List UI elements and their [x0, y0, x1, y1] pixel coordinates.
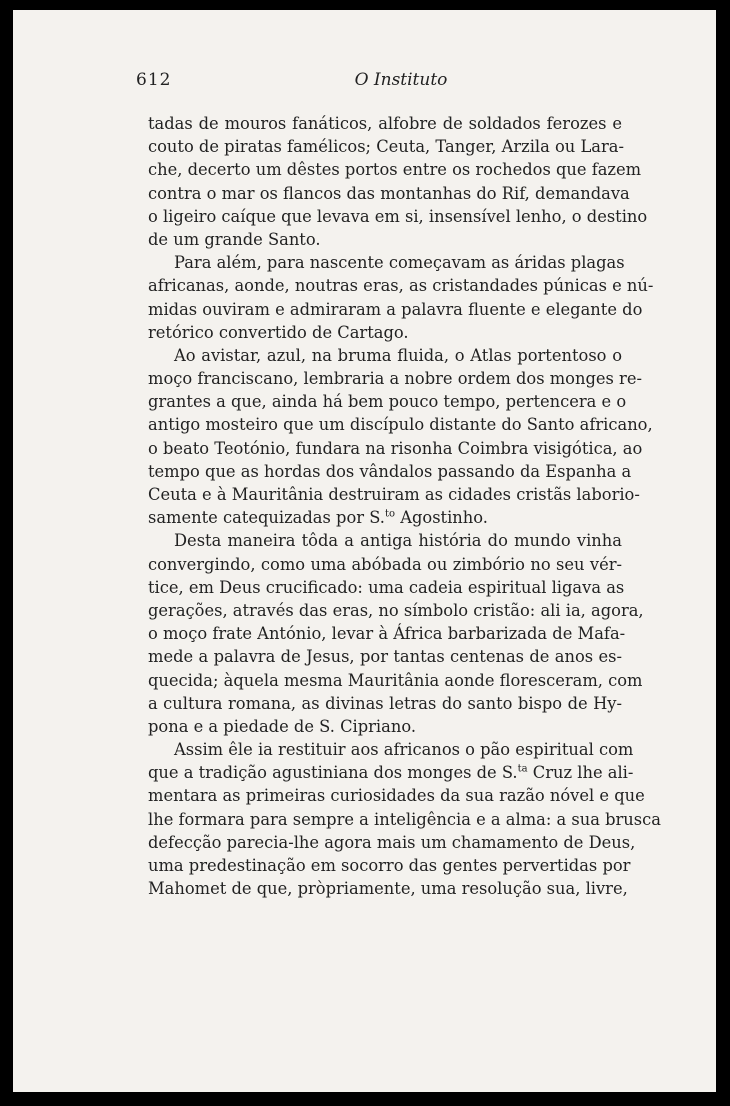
text-line: moço franciscano, lembraria a nobre ordem dos monges re- [148, 369, 642, 389]
text-line: che, decerto um dêstes portos entre os rochedos que fazem [148, 160, 642, 180]
text-line: couto de piratas famélicos; Ceuta, Tanger, Arzila ou Lara- [148, 137, 624, 157]
text-line: de um grande Santo. [148, 229, 321, 249]
text-line: retórico convertido de Cartago. [148, 322, 409, 342]
text-line: africanas, aonde, noutras eras, as cristandades púnicas e nú- [148, 276, 654, 296]
text-line: uma predestinação em socorro das gentes pervertidas por [148, 856, 631, 875]
text-line: contra o mar os flancos das montanhas do Rif, demandava [148, 183, 630, 203]
text-line: quecida; àquela mesma Mauritânia aonde floresceram, com [148, 670, 643, 690]
paragraph [148, 529, 644, 738]
text-line: midas ouviram e admiraram a palavra fluente e elegante do [148, 299, 643, 319]
text-line: tice, em Deus crucificado: uma cadeia espiritual ligava as [148, 577, 625, 597]
text-line: mede a palavra de Jesus, por tantas centenas de anos es- [148, 647, 622, 667]
text-line: Desta maneira tôda a antiga história do mundo vinha [174, 531, 622, 551]
text-line: o beato Teotónio, fundara na risonha Coimbra visigótica, ao [148, 438, 643, 458]
text-line: Mahomet de que, pròpriamente, uma resolução sua, livre, [148, 879, 628, 899]
text-line: convergindo, como uma abóbada ou zimbório no seu vér- [148, 554, 622, 574]
text-line: mentara as primeiras curiosidades da sua razão nóvel e que [148, 786, 645, 806]
text-line: Assim êle ia restituir aos africanos o pão espiritual com [174, 740, 634, 760]
text-line: samente catequizadas por S.$^{to}$ Agostinho. [148, 508, 488, 528]
paragraph [148, 344, 653, 530]
paragraph [148, 112, 648, 251]
text-line: Para além, para nascente começavam as áridas plagas [174, 253, 625, 273]
text-line: a cultura romana, as divinas letras do santo bispo de Hy- [148, 693, 622, 713]
text-line: que a tradição agustiniana dos monges de S.$^{ta}$ Cruz lhe ali- [148, 763, 634, 783]
body-text [148, 112, 661, 900]
text-line: pona e a piedade de S. Cipriano. [148, 716, 417, 736]
text-line: gerações, através das eras, no símbolo cristão: ali ia, agora, [148, 600, 644, 620]
text-line: tempo que as hordas dos vândalos passando da Espanha a [148, 461, 632, 481]
text-line: Ao avistar, azul, na bruma fluida, o Atlas portentoso o [174, 345, 622, 365]
text-line: o moço frate António, levar à África barbarizada de Mafa- [148, 624, 626, 644]
paragraph [148, 251, 654, 344]
page-number: 612 [136, 70, 172, 90]
text-line: o ligeiro caíque que levava em si, insensível lenho, o destino [148, 206, 648, 226]
text-line: grantes a que, ainda há bem pouco tempo, pertencera e o [148, 392, 627, 412]
paragraph [148, 738, 661, 900]
text-line: defecção parecia-lhe agora mais um chamamento de Deus, [148, 832, 636, 852]
text-line: Ceuta e à Mauritânia destruiram as cidades cristãs laborio- [148, 485, 640, 504]
running-title: O Instituto [354, 70, 448, 90]
page-header [136, 70, 626, 100]
text-line: lhe formara para sempre a inteligência e a alma: a sua brusca [148, 809, 661, 829]
text-line: tadas de mouros fanáticos, alfobre de soldados ferozes e [148, 114, 622, 133]
text-line: antigo mosteiro que um discípulo distante do Santo africano, [148, 415, 653, 435]
